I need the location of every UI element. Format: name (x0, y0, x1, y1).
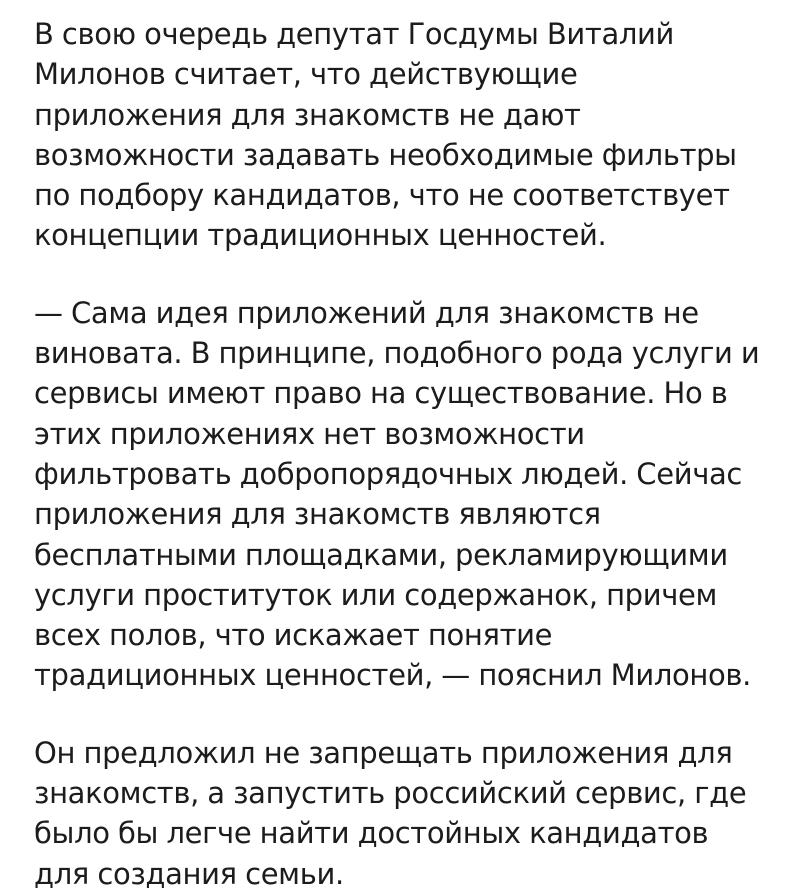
text-line: знакомств, а запустить российский сервис, где (34, 776, 747, 811)
text-line: В свою очередь депутат Госдумы Виталий (34, 17, 675, 51)
text-line: традиционных ценностей, — пояснил Милонов. (34, 658, 752, 693)
text-line: концепции традиционных ценностей. (34, 218, 607, 253)
text-line: приложения для знакомств являются (34, 497, 601, 532)
article-body (34, 14, 794, 894)
text-line: — Сама идея приложений для знакомств не (34, 295, 699, 330)
text-line: приложения для знакомств не дают (34, 97, 581, 132)
text-line: возможности задавать необходимые фильтры (34, 137, 737, 172)
text-line: бесплатными площадками, рекламирующими (34, 537, 728, 572)
text-line: фильтровать добропорядочных людей. Сейчас (34, 456, 742, 491)
text-line: Милонов считает, что действующие (34, 57, 578, 92)
paragraph-milonov-opinion (34, 14, 794, 256)
text-line: Он предложил не запрещать приложения для (34, 735, 733, 770)
text-line: по подбору кандидатов, что не соответствует (34, 178, 730, 213)
text-line: было бы легче найти достойных кандидатов (34, 816, 709, 851)
text-line: сервисы имеют право на существование. Но в (34, 376, 728, 411)
paragraph-proposal (34, 733, 794, 894)
paragraph-spacer (34, 256, 794, 293)
paragraph-spacer (34, 696, 794, 733)
paragraph-quote (34, 293, 794, 696)
text-line: виновата. В принципе, подобного рода услуги и (34, 336, 760, 371)
text-line: для создания семьи. (34, 856, 344, 891)
text-line: услуги проституток или содержанок, причем (34, 577, 718, 612)
text-line: этих приложениях нет возможности (34, 416, 585, 451)
text-line: всех полов, что искажает понятие (34, 618, 553, 653)
